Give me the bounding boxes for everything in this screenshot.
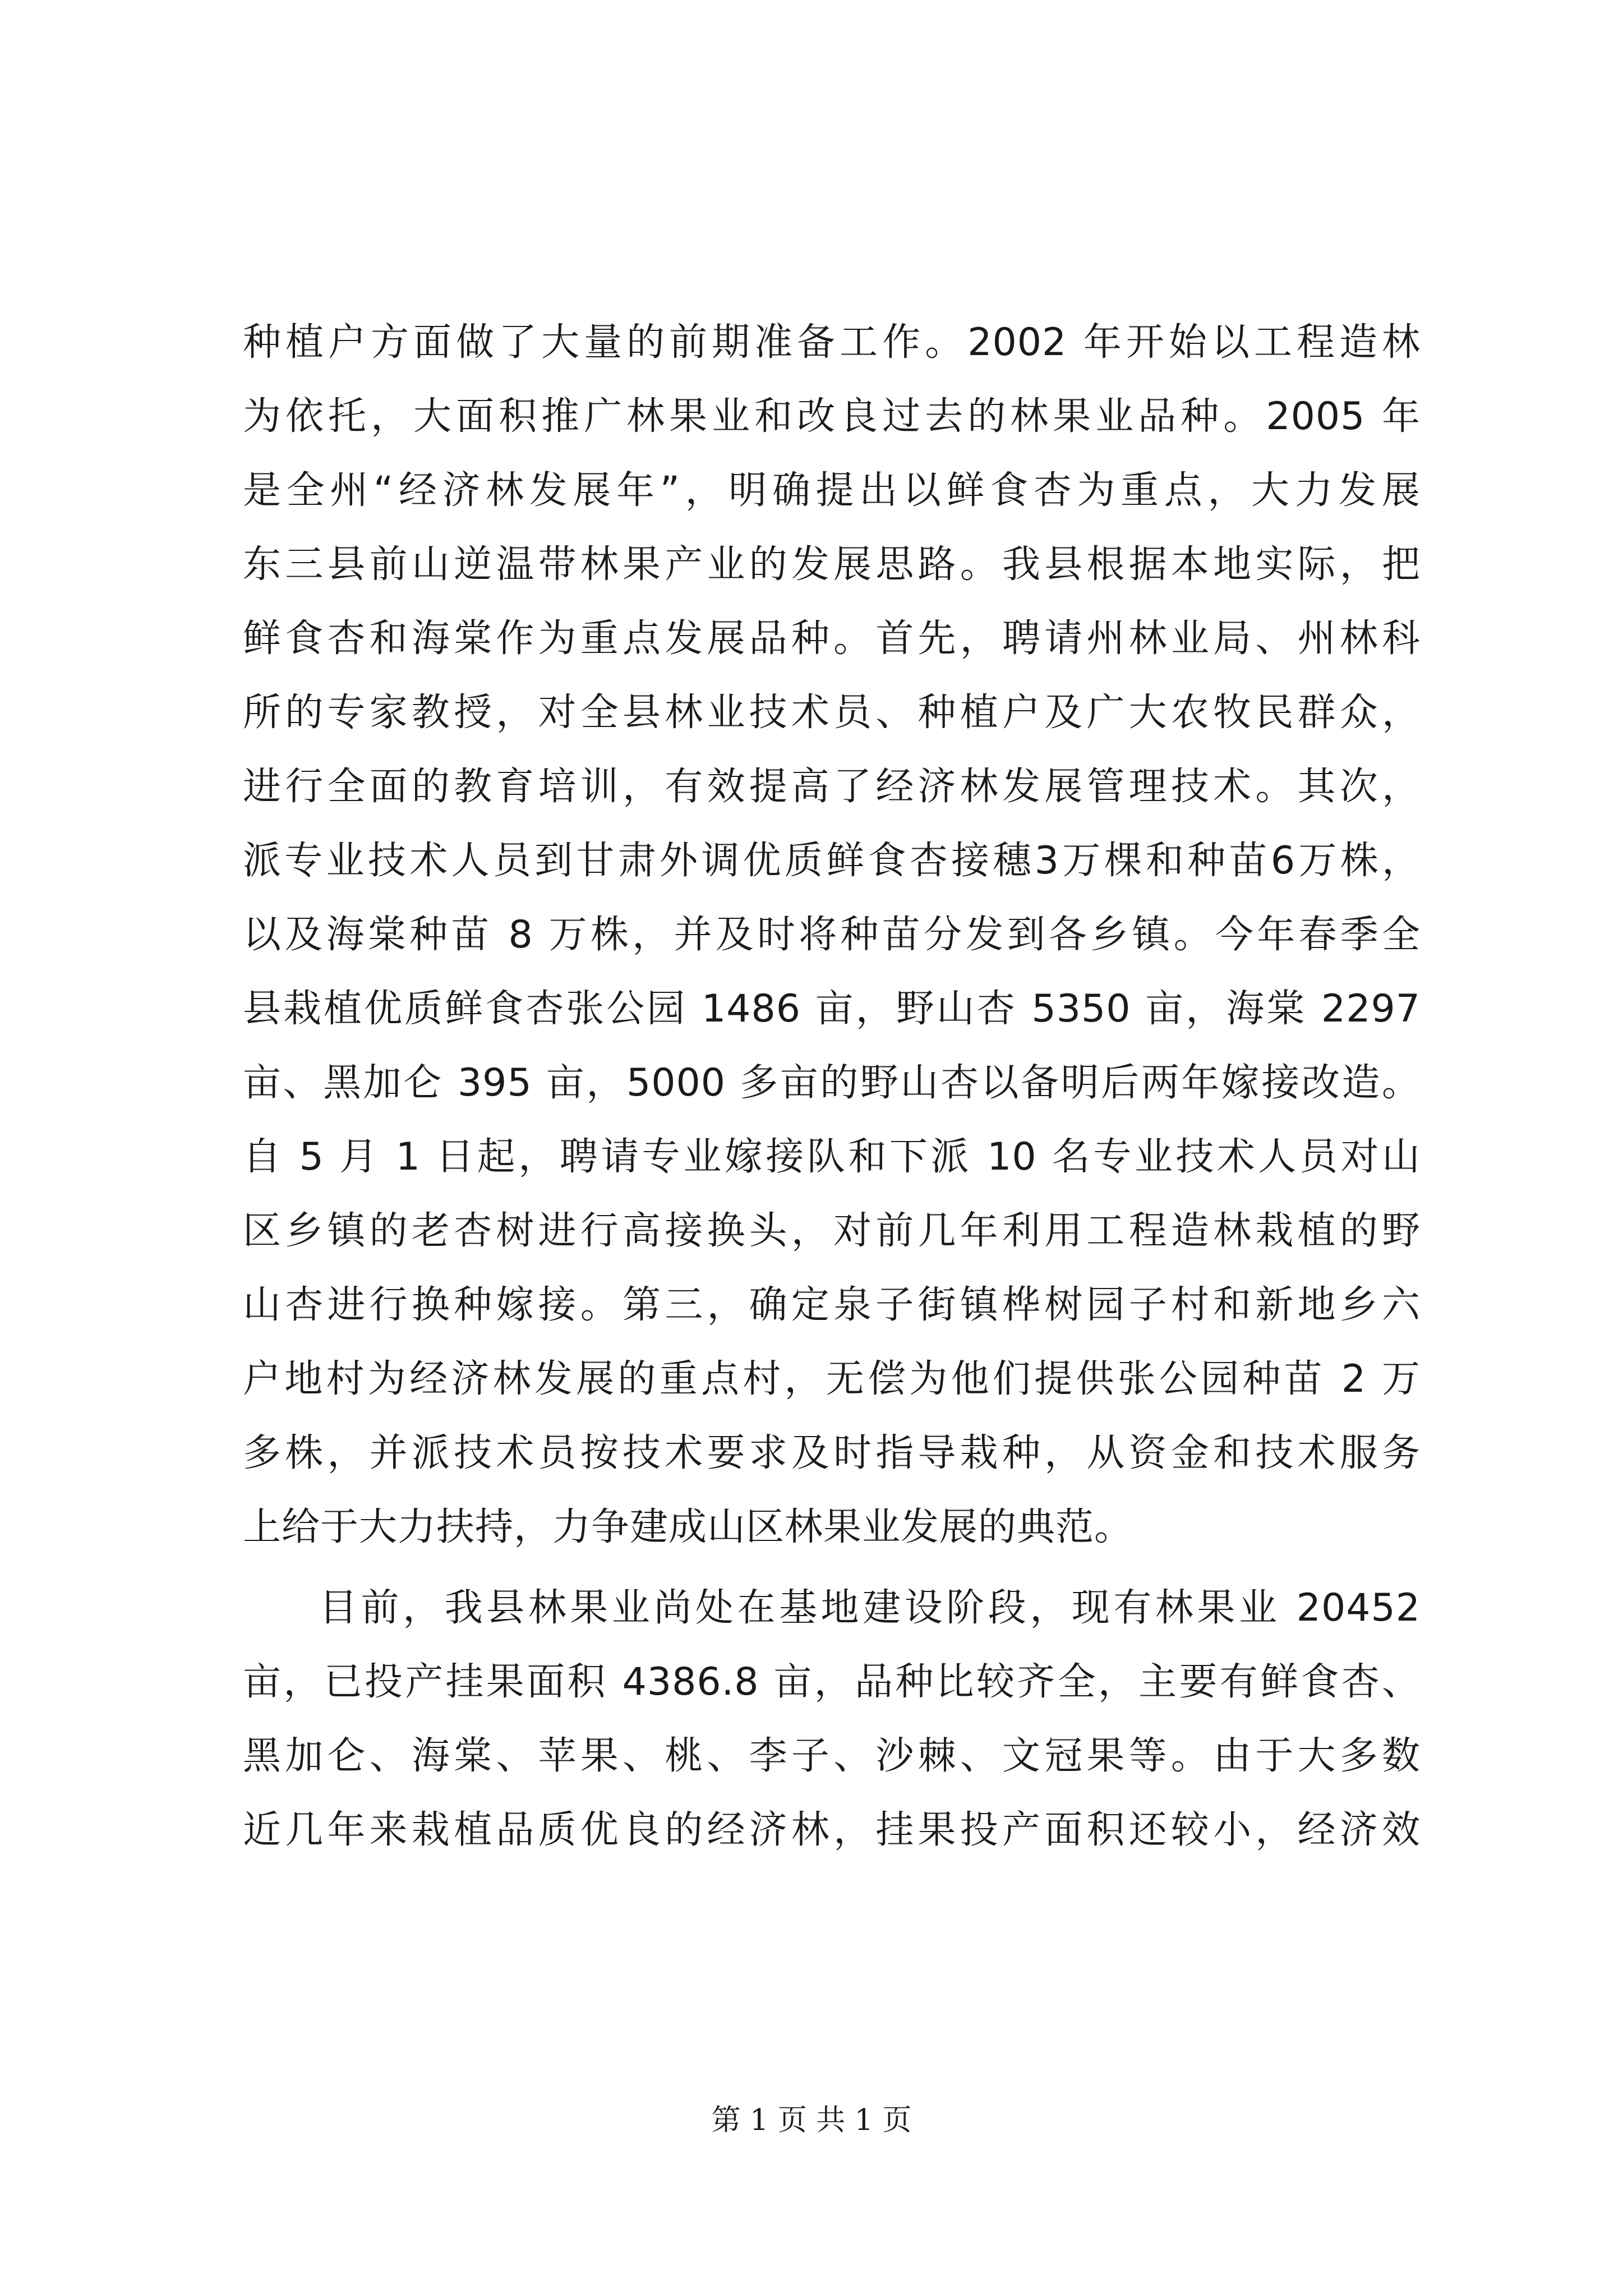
text-line: 以及海棠种苗 8 万株，并及时将种苗分发到各乡镇。今年春季全 (243, 913, 1421, 957)
text-line: 种植户方面做了大量的前期准备工作。2002 年开始以工程造林 (243, 320, 1421, 365)
paragraph (243, 1571, 1421, 1867)
page-footer (0, 2098, 1623, 2143)
text-line: 近几年来栽植品质优良的经济林，挂果投产面积还较小，经济效 (243, 1808, 1421, 1852)
page-number-label: 第 1 页 共 1 页 (711, 2104, 912, 2137)
text-line: 多株，并派技术员按技术要求及时指导栽种，从资金和技术服务 (243, 1431, 1421, 1475)
paragraph (243, 306, 1421, 1565)
text-line: 进行全面的教育培训，有效提高了经济林发展管理技术。其次， (243, 765, 1421, 809)
text-line: 目前，我县林果业尚处在基地建设阶段，现有林果业 20452 (319, 1586, 1421, 1630)
text-line: 鲜食杏和海棠作为重点发展品种。首先，聘请州林业局、州林科 (243, 616, 1421, 661)
text-line: 户地村为经济林发展的重点村，无偿为他们提供张公园种苗 2 万 (243, 1357, 1421, 1401)
text-line: 为依托，大面积推广林果业和改良过去的林果业品种。2005 年 (243, 394, 1421, 439)
paragraph-gap (243, 1565, 1421, 1571)
text-line: 上给于大力扶持，力争建成山区林果业发展的典范。 (243, 1505, 1133, 1549)
text-line: 县栽植优质鲜食杏张公园 1486 亩，野山杏 5350 亩，海棠 2297 (243, 987, 1421, 1031)
document-body (243, 306, 1421, 1867)
text-line: 自 5 月 1 日起，聘请专业嫁接队和下派 10 名专业技术人员对山 (243, 1135, 1421, 1179)
text-line: 区乡镇的老杏树进行高接换头，对前几年利用工程造林栽植的野 (243, 1209, 1421, 1253)
text-line: 所的专家教授，对全县林业技术员、种植户及广大农牧民群众， (243, 691, 1421, 735)
text-line: 派专业技术人员到甘肃外调优质鲜食杏接穗3万棵和种苗6万株， (243, 839, 1421, 883)
text-line: 是全州“经济林发展年”，明确提出以鲜食杏为重点，大力发展 (243, 468, 1421, 513)
text-line: 亩，已投产挂果面积 4386.8 亩，品种比较齐全，主要有鲜食杏、 (243, 1660, 1421, 1704)
text-line: 东三县前山逆温带林果产业的发展思路。我县根据本地实际，把 (243, 542, 1421, 587)
text-line: 亩、黑加仑 395 亩，5000 多亩的野山杏以备明后两年嫁接改造。 (243, 1061, 1421, 1105)
text-line: 黑加仑、海棠、苹果、桃、李子、沙棘、文冠果等。由于大多数 (243, 1734, 1421, 1778)
text-line: 山杏进行换种嫁接。第三，确定泉子街镇桦树园子村和新地乡六 (243, 1283, 1421, 1327)
